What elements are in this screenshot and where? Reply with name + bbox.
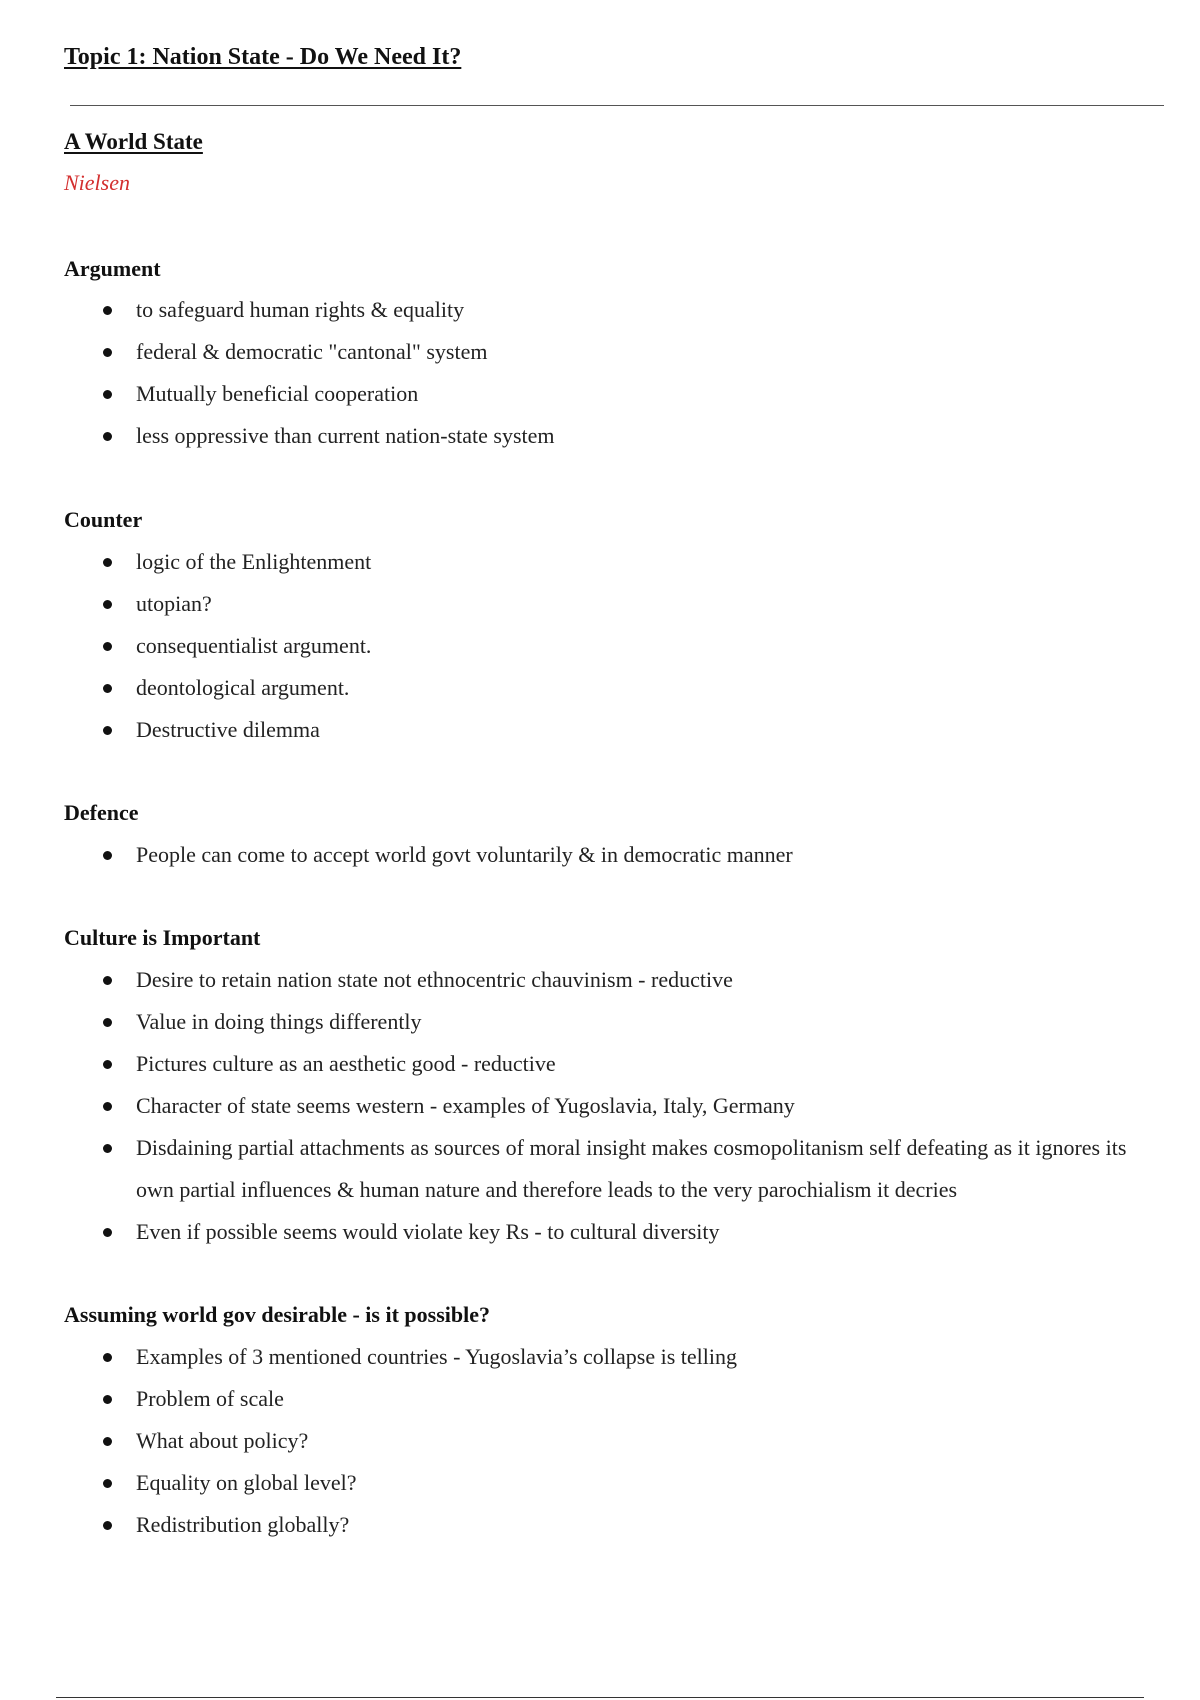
- bullet-icon: [103, 600, 112, 609]
- list-item: What about policy?: [0, 1420, 1200, 1462]
- bullet-icon: [103, 390, 112, 399]
- bullet-icon: [103, 306, 112, 315]
- list-item: Destructive dilemma: [0, 709, 1200, 751]
- list-item: Disdaining partial attachments as sources of moral insight makes cosmopolitanism self defeating as it ignores its own partial influences & human nature and therefore leads to the very parochialism it decries: [0, 1127, 1200, 1211]
- list-item: federal & democratic "cantonal" system: [0, 331, 1200, 373]
- bullet-icon: [103, 1437, 112, 1446]
- bullet-icon: [103, 1144, 112, 1153]
- list-argument: [0, 289, 1200, 457]
- bullet-icon: [103, 558, 112, 567]
- page-title: Topic 1: Nation State - Do We Need It?: [64, 44, 462, 70]
- list-item: to safeguard human rights & equality: [0, 289, 1200, 331]
- list-item: Equality on global level?: [0, 1462, 1200, 1504]
- footer-divider: [56, 1697, 1144, 1698]
- bullet-icon: [103, 432, 112, 441]
- list-item: Mutually beneficial cooperation: [0, 373, 1200, 415]
- bullet-icon: [103, 1479, 112, 1488]
- list-item: logic of the Enlightenment: [0, 541, 1200, 583]
- heading-defence: Defence: [64, 800, 139, 825]
- list-possible: [0, 1336, 1200, 1546]
- bullet-icon: [103, 1228, 112, 1237]
- list-item: Even if possible seems would violate key Rs - to cultural diversity: [0, 1211, 1200, 1253]
- list-item: consequentialist argument.: [0, 625, 1200, 667]
- bullet-icon: [103, 1395, 112, 1404]
- bullet-icon: [103, 851, 112, 860]
- bullet-icon: [103, 1060, 112, 1069]
- list-item: Redistribution globally?: [0, 1504, 1200, 1546]
- list-item: Character of state seems western - examples of Yugoslavia, Italy, Germany: [0, 1085, 1200, 1127]
- list-counter: [0, 541, 1200, 751]
- author-name: Nielsen: [64, 170, 130, 195]
- list-item: less oppressive than current nation-state system: [0, 415, 1200, 457]
- bullet-icon: [103, 1018, 112, 1027]
- list-item: Examples of 3 mentioned countries - Yugoslavia’s collapse is telling: [0, 1336, 1200, 1378]
- list-item: Value in doing things differently: [0, 1001, 1200, 1043]
- bullet-icon: [103, 976, 112, 985]
- bullet-icon: [103, 684, 112, 693]
- heading-possible: Assuming world gov desirable - is it possible?: [64, 1302, 490, 1327]
- list-item: Desire to retain nation state not ethnocentric chauvinism - reductive: [0, 959, 1200, 1001]
- heading-argument: Argument: [64, 256, 161, 281]
- heading-counter: Counter: [64, 507, 143, 532]
- title-divider: [70, 105, 1164, 106]
- heading-culture: Culture is Important: [64, 925, 261, 950]
- list-defence: [0, 834, 1200, 876]
- bullet-icon: [103, 1102, 112, 1111]
- bullet-icon: [103, 1353, 112, 1362]
- bullet-icon: [103, 726, 112, 735]
- list-item: People can come to accept world govt voluntarily & in democratic manner: [0, 834, 1200, 876]
- bullet-icon: [103, 642, 112, 651]
- list-item: utopian?: [0, 583, 1200, 625]
- bullet-icon: [103, 348, 112, 357]
- list-item: Pictures culture as an aesthetic good - reductive: [0, 1043, 1200, 1085]
- list-item: deontological argument.: [0, 667, 1200, 709]
- section-title: A World State: [64, 129, 203, 154]
- bullet-icon: [103, 1521, 112, 1530]
- list-item: Problem of scale: [0, 1378, 1200, 1420]
- list-culture: [0, 959, 1200, 1253]
